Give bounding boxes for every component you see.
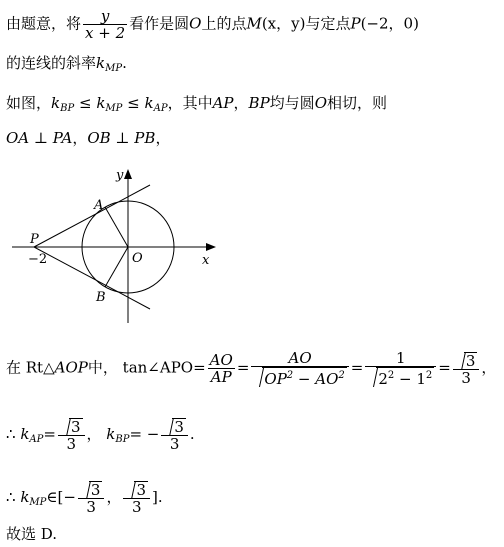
label-neg2: −2 xyxy=(28,252,48,267)
line-5: 在 Rt△AOP中， tan∠APO= $\frac{AO}{AP}$ = $\frac{AO}{OP^2 - AO^2}$ = $\frac{1}{2^2 - 1^2}$ = $\frac{3}{3}$ ， xyxy=(6,349,497,388)
line-3: 如图，$k_{BP} \le k_{MP} \le k_{AP}$，其中AP，BP均与圆O相切，则 xyxy=(6,94,388,114)
label-a: A xyxy=(94,198,104,213)
fraction-kap: $\frac{3}{3}$ xyxy=(58,418,85,452)
label-y: y xyxy=(116,168,124,183)
line-7: ∴ $k_{MP}\in[-$ $\frac{3}{3}$ ， $\frac{3}{3}$ ]. xyxy=(6,481,163,516)
text: 由题意，将 xyxy=(6,14,82,33)
line-1: 由题意，将 $\frac{y}{x + 2}$ 看作是圆O上的点M(x，y)与定点P(−2，0) xyxy=(6,7,419,42)
fraction-y-over-x-plus-2: $\frac{y}{x + 2}$ xyxy=(85,7,126,42)
fraction-ao-ap: $\frac{AO}{AP}$ xyxy=(209,351,233,386)
line-8: 故选 D. xyxy=(6,525,58,543)
label-b: B xyxy=(96,290,106,305)
label-x: x xyxy=(202,253,210,268)
fraction-lower: $\frac{3}{3}$ xyxy=(78,481,105,515)
line-6: ∴ $k_{AP}=$ $\frac{3}{3}$ ， $k_{BP}=$ − $\frac{3}{3}$ . xyxy=(6,418,195,453)
radius-ob xyxy=(105,247,128,287)
label-o: O xyxy=(132,251,143,266)
x-axis-arrow-icon xyxy=(206,243,216,251)
geometry-figure xyxy=(10,165,220,325)
fraction-upper: $\frac{3}{3}$ xyxy=(123,481,150,515)
line-4: OA ⊥ PA，OB ⊥ PB， xyxy=(6,129,171,147)
line-2: 的连线的斜率$k_{MP}$. xyxy=(6,54,127,74)
fraction-ao-sqrt: $\frac{AO}{OP^2 - AO^2}$ xyxy=(251,350,348,387)
y-axis-arrow-icon xyxy=(124,169,132,179)
label-p: P xyxy=(30,232,39,247)
fraction-1-sqrt: $\frac{1}{2^2 - 1^2}$ xyxy=(365,350,436,387)
tangent-pa xyxy=(34,185,150,247)
fraction-sqrt3-3: $\frac{3}{3}$ xyxy=(453,352,480,386)
fraction-kbp: $\frac{3}{3}$ xyxy=(161,418,188,452)
radius-oa xyxy=(105,207,128,247)
